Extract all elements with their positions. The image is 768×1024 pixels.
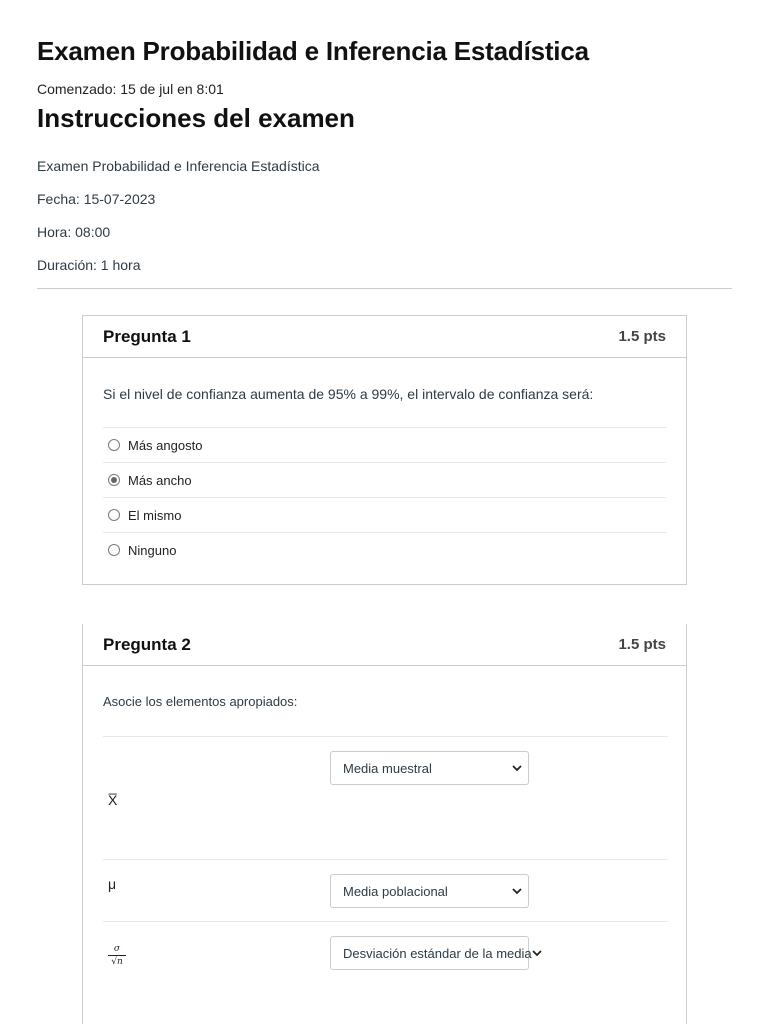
instruction-exam-name: Examen Probabilidad e Inferencia Estadística	[37, 158, 320, 174]
select-value: Media muestral	[343, 760, 432, 776]
answer-label: Ninguno	[128, 542, 177, 558]
answer-list	[103, 427, 666, 567]
answer-label: Más ancho	[128, 472, 192, 488]
chevron-down-icon	[532, 950, 542, 957]
match-symbol-mu: μ	[108, 876, 117, 892]
radio-button[interactable]	[108, 439, 120, 451]
match-symbol-sigma-over-root-n	[108, 938, 126, 967]
instruction-date: Fecha: 15-07-2023	[37, 191, 156, 207]
select-value: Desviación estándar de la media	[343, 945, 532, 961]
answer-label: Más angosto	[128, 437, 203, 453]
radio-button[interactable]	[108, 544, 120, 556]
answer-option-mas-angosto[interactable]	[103, 427, 666, 462]
instruction-duration: Duración: 1 hora	[37, 257, 141, 273]
radio-button-checked[interactable]	[108, 474, 120, 486]
instruction-time: Hora: 08:00	[37, 224, 111, 240]
match-select[interactable]	[330, 936, 532, 970]
answer-option-ninguno[interactable]	[103, 532, 666, 567]
question-header	[83, 624, 686, 666]
fraction-numerator: σ	[113, 944, 121, 954]
match-symbol-xbar: X̅	[108, 792, 118, 808]
match-row	[103, 736, 668, 859]
answer-option-mas-ancho[interactable]	[103, 462, 666, 497]
question-title: Pregunta 2	[103, 634, 191, 654]
question-text: Si el nivel de confianza aumenta de 95% a 99%, el intervalo de confianza será:	[103, 386, 594, 402]
question-1	[82, 315, 687, 585]
fraction-denominator: √n	[111, 957, 123, 967]
question-title: Pregunta 1	[103, 326, 191, 346]
answer-label: El mismo	[128, 507, 182, 523]
question-points: 1.5 pts	[618, 328, 666, 345]
divider	[37, 288, 732, 289]
radio-button[interactable]	[108, 509, 120, 521]
match-select[interactable]	[330, 874, 529, 908]
chevron-down-icon	[506, 888, 528, 895]
match-row	[103, 921, 668, 1024]
question-text: Asocie los elementos apropiados:	[103, 694, 298, 709]
page-title: Examen Probabilidad e Inferencia Estadística	[37, 36, 589, 66]
instructions-title: Instrucciones del examen	[37, 103, 355, 133]
chevron-down-icon	[506, 765, 528, 772]
question-header	[83, 316, 686, 358]
question-2	[82, 624, 687, 1024]
started-timestamp: Comenzado: 15 de jul en 8:01	[37, 81, 224, 97]
question-points: 1.5 pts	[618, 636, 666, 653]
match-row	[103, 859, 668, 921]
select-value: Media poblacional	[343, 883, 448, 899]
match-select[interactable]	[330, 751, 529, 785]
answer-option-el-mismo[interactable]	[103, 497, 666, 532]
